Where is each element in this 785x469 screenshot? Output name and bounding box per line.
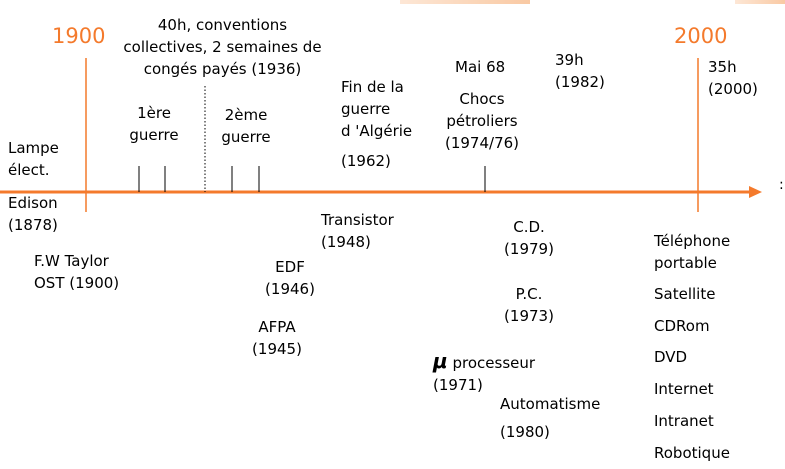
label-algerie <box>341 76 412 142</box>
label-edf <box>258 256 322 300</box>
tech-dvd: DVD <box>654 348 688 366</box>
h39-line1: 39h <box>555 51 584 69</box>
guerre1-line1: 1ère <box>137 104 171 122</box>
label-guerre1 <box>118 102 190 146</box>
afpa-line1: AFPA <box>258 318 296 336</box>
label-edison <box>8 192 58 236</box>
algerie-line2: guerre <box>341 100 391 118</box>
tech-robotique: Robotique <box>654 444 730 462</box>
micro-line1: processeur <box>452 354 536 372</box>
pc-line1: P.C. <box>515 285 543 303</box>
micro-line2: (1971) <box>433 376 483 394</box>
h39-line2: (1982) <box>555 73 605 91</box>
label-mai68: Mai 68 <box>455 58 506 76</box>
taylor-line2: OST (1900) <box>34 274 120 292</box>
mu-symbol: μ <box>433 349 448 373</box>
lampe-line2: élect. <box>8 161 50 179</box>
chocs-line3: (1974/76) <box>444 134 520 152</box>
label-algerie-year: (1962) <box>341 152 391 170</box>
label-taylor <box>34 250 119 294</box>
tech-portable: portable <box>654 254 717 272</box>
label-conventions-1936 <box>110 14 335 80</box>
edf-line2: (1946) <box>265 280 315 298</box>
edf-line1: EDF <box>275 258 305 276</box>
label-lampe <box>8 137 59 181</box>
guerre2-line2: guerre <box>221 128 271 146</box>
label-automatisme <box>500 393 600 415</box>
label-transistor <box>321 209 394 253</box>
pc-line2: (1973) <box>504 307 554 325</box>
label-guerre2 <box>208 104 284 148</box>
tech-intranet: Intranet <box>654 412 714 430</box>
algerie-line3: d 'Algérie <box>341 122 413 140</box>
afpa-line2: (1945) <box>252 340 302 358</box>
edison-line1: Edison <box>8 194 58 212</box>
lampe-line1: Lampe <box>8 139 59 157</box>
transistor-line1: Transistor <box>321 211 394 229</box>
edison-line2: (1878) <box>8 216 58 234</box>
label-pc <box>497 283 561 327</box>
year-1900: 1900 <box>52 24 106 48</box>
transistor-line2: (1948) <box>321 233 371 251</box>
tech-internet: Internet <box>654 380 714 398</box>
h35-line1: 35h <box>708 58 737 76</box>
label-39h <box>555 49 605 93</box>
chocs-line2: pétroliers <box>446 112 518 130</box>
guerre1-line2: guerre <box>129 126 179 144</box>
label-cd <box>497 216 561 260</box>
conventions-line1: 40h, conventions <box>157 16 288 34</box>
label-chocs-petroliers <box>432 88 532 154</box>
algerie-line1: Fin de la <box>341 78 404 96</box>
tech-cdrom: CDRom <box>654 317 710 335</box>
tech-telephone: Téléphone <box>654 232 731 250</box>
edge-mark: : <box>779 177 784 193</box>
tech-satellite: Satellite <box>654 285 716 303</box>
timeline-arrowhead <box>749 186 762 198</box>
conventions-line2: collectives, 2 semaines de <box>123 38 322 56</box>
label-afpa <box>245 316 309 360</box>
year-2000: 2000 <box>674 24 728 48</box>
label-automatisme-year: (1980) <box>500 423 550 441</box>
auto-line1: Automatisme <box>500 395 601 413</box>
h35-line2: (2000) <box>708 80 758 98</box>
label-35h <box>708 56 758 100</box>
taylor-line1: F.W Taylor <box>34 252 109 270</box>
conventions-line3: congés payés (1936) <box>143 60 302 78</box>
chocs-line1: Chocs <box>459 90 505 108</box>
label-microprocesseur <box>433 350 535 396</box>
cd-line1: C.D. <box>513 218 545 236</box>
guerre2-line1: 2ème <box>224 106 268 124</box>
cd-line2: (1979) <box>504 240 554 258</box>
